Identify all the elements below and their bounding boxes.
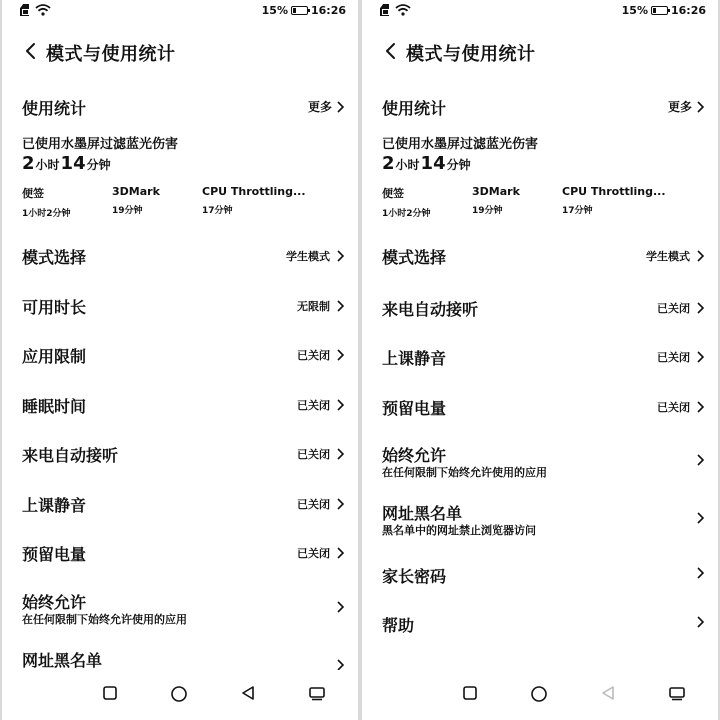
- keyboard-button[interactable]: [668, 685, 686, 701]
- total-usage-time: [22, 153, 112, 174]
- row-label: 应用限制: [22, 347, 87, 366]
- settings-row-mode[interactable]: [382, 245, 704, 267]
- wifi-icon: [395, 4, 411, 16]
- app-name: 3DMark: [472, 185, 520, 198]
- phone-screen-right: [362, 0, 718, 720]
- row-label: 睡眠时间: [22, 397, 87, 416]
- app-name: 3DMark: [112, 185, 160, 198]
- chevron-right-icon: [696, 616, 704, 628]
- back-arrow-icon[interactable]: [22, 42, 40, 60]
- row-label: 帮助: [382, 616, 415, 635]
- back-arrow-icon[interactable]: [382, 42, 400, 60]
- usage-stats-header: [382, 96, 704, 118]
- row-description: 黑名单中的网址禁止浏览器访问: [382, 524, 536, 537]
- row-value: 已关闭: [657, 351, 690, 364]
- app-usage-item[interactable]: [202, 185, 306, 216]
- clock: 16:26: [670, 4, 706, 17]
- usage-hours: 2: [22, 153, 35, 174]
- settings-row-class-mute[interactable]: [22, 493, 344, 515]
- row-value: 已关闭: [297, 547, 330, 560]
- minutes-unit: 分钟: [86, 158, 111, 172]
- more-button[interactable]: [308, 98, 344, 115]
- chevron-right-icon: [696, 454, 704, 466]
- row-value: 已关闭: [657, 302, 690, 315]
- app-usage-item[interactable]: [22, 185, 71, 219]
- back-button[interactable]: [600, 685, 616, 701]
- row-label: 始终允许: [22, 593, 87, 612]
- settings-row-app-limits[interactable]: [22, 344, 344, 366]
- row-value: 已关闭: [297, 448, 330, 461]
- row-value: 已关闭: [297, 399, 330, 412]
- chevron-right-icon: [696, 351, 704, 363]
- row-label: 来电自动接听: [22, 446, 119, 465]
- recent-apps-button[interactable]: [102, 685, 118, 701]
- app-name: CPU Throttling...: [202, 185, 306, 198]
- row-label: 网址黑名单: [22, 651, 103, 670]
- row-value: 学生模式: [286, 250, 330, 263]
- chevron-right-icon: [336, 250, 344, 262]
- square-icon: [102, 685, 118, 701]
- row-label: 上课静音: [22, 496, 87, 515]
- row-value: 已关闭: [297, 349, 330, 362]
- hours-unit: 小时: [35, 158, 60, 172]
- back-button[interactable]: [240, 685, 256, 701]
- navigation-bar: [362, 670, 718, 720]
- triangle-back-icon: [600, 685, 616, 701]
- circle-icon: [170, 685, 188, 703]
- keyboard-icon: [668, 685, 686, 701]
- wifi-icon: [35, 4, 51, 16]
- row-value: 已关闭: [657, 401, 690, 414]
- status-bar: [2, 0, 358, 22]
- app-name: 便签: [22, 187, 44, 200]
- settings-row-auto-answer[interactable]: [382, 297, 704, 319]
- total-usage-time: [382, 153, 472, 174]
- settings-row-available-time[interactable]: [22, 295, 344, 317]
- usage-minutes: 14: [420, 153, 446, 174]
- settings-row-url-blacklist[interactable]: [382, 501, 704, 537]
- chevron-right-icon: [336, 399, 344, 411]
- usage-stats-header: [22, 96, 344, 118]
- row-label: 预留电量: [382, 399, 447, 418]
- chevron-right-icon: [696, 101, 704, 113]
- chevron-right-icon: [696, 401, 704, 413]
- row-label: 预留电量: [22, 545, 87, 564]
- triangle-back-icon: [240, 685, 256, 701]
- app-time: 19分钟: [112, 206, 143, 216]
- settings-row-reserve-battery[interactable]: [22, 542, 344, 564]
- minutes-unit: 分钟: [446, 158, 471, 172]
- usage-stats-title: 使用统计: [22, 99, 87, 118]
- more-button[interactable]: [668, 98, 704, 115]
- chevron-right-icon: [696, 567, 704, 579]
- square-icon: [462, 685, 478, 701]
- row-label: 模式选择: [382, 248, 447, 267]
- chevron-right-icon: [336, 601, 344, 613]
- row-description: 在任何限制下始终允许使用的应用: [22, 613, 187, 626]
- navigation-bar: [2, 670, 358, 720]
- keyboard-button[interactable]: [308, 685, 326, 701]
- row-label: 家长密码: [382, 567, 447, 586]
- settings-row-always-allow[interactable]: [382, 443, 704, 479]
- settings-row-sleep-time[interactable]: [22, 394, 344, 416]
- page-title: 模式与使用统计: [406, 44, 536, 65]
- settings-row-reserve-battery[interactable]: [382, 396, 704, 418]
- usage-hours: 2: [382, 153, 395, 174]
- app-name: CPU Throttling...: [562, 185, 666, 198]
- chevron-right-icon: [336, 448, 344, 460]
- settings-row-class-mute[interactable]: [382, 346, 704, 368]
- battery-icon: [651, 6, 668, 15]
- app-time: 1小时2分钟: [22, 209, 71, 219]
- hours-unit: 小时: [395, 158, 420, 172]
- circle-icon: [530, 685, 548, 703]
- phone-screen-left: [2, 0, 358, 720]
- page-title: 模式与使用统计: [46, 44, 176, 65]
- row-value: 学生模式: [646, 250, 690, 263]
- settings-row-help[interactable]: [382, 613, 704, 635]
- chevron-right-icon: [336, 547, 344, 559]
- row-value: 已关闭: [297, 498, 330, 511]
- usage-stats-title: 使用统计: [382, 99, 447, 118]
- chevron-right-icon: [336, 349, 344, 361]
- row-label: 网址黑名单: [382, 504, 463, 523]
- more-label: 更多: [667, 100, 692, 114]
- app-usage-item[interactable]: [382, 185, 431, 219]
- app-usage-item[interactable]: [112, 185, 160, 216]
- battery-icon: [291, 6, 308, 15]
- more-label: 更多: [307, 100, 332, 114]
- chevron-right-icon: [336, 498, 344, 510]
- app-name: 便签: [382, 187, 404, 200]
- settings-row-mode[interactable]: [22, 245, 344, 267]
- usage-minutes: 14: [60, 153, 86, 174]
- row-value: 无限制: [297, 300, 330, 313]
- settings-row-auto-answer[interactable]: [22, 443, 344, 465]
- settings-row-always-allow[interactable]: [22, 590, 344, 626]
- battery-percent: 15%: [261, 4, 288, 17]
- row-label: 来电自动接听: [382, 300, 479, 319]
- app-usage-item[interactable]: [562, 185, 666, 216]
- app-time: 19分钟: [472, 206, 503, 216]
- chevron-right-icon: [696, 250, 704, 262]
- row-label: 上课静音: [382, 349, 447, 368]
- row-label: 可用时长: [22, 298, 87, 317]
- settings-row-parent-password[interactable]: [382, 564, 704, 586]
- sim-card-icon: [380, 4, 389, 16]
- app-time: 1小时2分钟: [382, 209, 431, 219]
- keyboard-icon: [308, 685, 326, 701]
- app-time: 17分钟: [202, 206, 233, 216]
- status-bar: [362, 0, 718, 22]
- chevron-right-icon: [336, 101, 344, 113]
- app-time: 17分钟: [562, 206, 593, 216]
- clock: 16:26: [310, 4, 346, 17]
- blue-light-caption: 已使用水墨屏过滤蓝光伤害: [382, 137, 539, 152]
- chevron-right-icon: [336, 300, 344, 312]
- battery-percent: 15%: [621, 4, 648, 17]
- row-description: 在任何限制下始终允许使用的应用: [382, 466, 547, 479]
- sim-card-icon: [20, 4, 29, 16]
- row-label: 始终允许: [382, 446, 447, 465]
- home-button[interactable]: [170, 685, 188, 703]
- blue-light-caption: 已使用水墨屏过滤蓝光伤害: [22, 137, 179, 152]
- app-usage-item[interactable]: [472, 185, 520, 216]
- chevron-right-icon: [696, 302, 704, 314]
- recent-apps-button[interactable]: [462, 685, 478, 701]
- row-label: 模式选择: [22, 248, 87, 267]
- home-button[interactable]: [530, 685, 548, 703]
- chevron-right-icon: [696, 512, 704, 524]
